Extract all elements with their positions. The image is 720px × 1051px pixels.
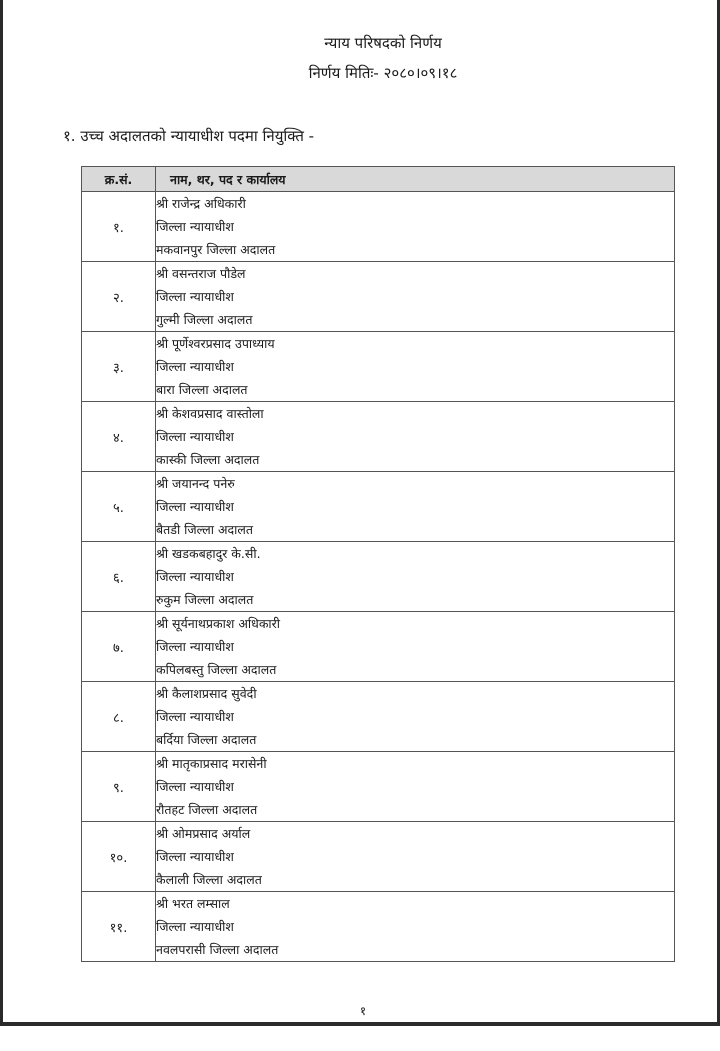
- serial-number: ४.: [82, 402, 156, 472]
- serial-number: ९.: [82, 752, 156, 822]
- table-row: [82, 542, 675, 612]
- table-row: [82, 332, 675, 402]
- appointee-post: जिल्ला न्यायाधीश: [156, 569, 234, 584]
- appointee-name: श्री मातृकाप्रसाद मरासेनी: [156, 756, 267, 771]
- appointee-name: श्री राजेन्द्र अधिकारी: [156, 196, 246, 211]
- table-row: [82, 612, 675, 682]
- appointee-details: [156, 892, 675, 962]
- appointee-name: श्री केशवप्रसाद वास्तोला: [156, 406, 264, 421]
- serial-number: १०.: [82, 822, 156, 892]
- serial-number: ७.: [82, 612, 156, 682]
- appointee-office: बारा जिल्ला अदालत: [156, 382, 248, 397]
- appointee-details: [156, 472, 675, 542]
- appointee-name: श्री वसन्तराज पौडेल: [156, 266, 246, 281]
- appointee-details: [156, 682, 675, 752]
- appointee-name: श्री खडकबहादुर के.सी.: [156, 546, 261, 561]
- appointee-office: रौतहट जिल्ला अदालत: [156, 802, 258, 817]
- serial-number: ५.: [82, 472, 156, 542]
- appointee-name: श्री भरत लम्साल: [156, 896, 230, 911]
- appointee-details: [156, 262, 675, 332]
- serial-number: २.: [82, 262, 156, 332]
- appointee-post: जिल्ला न्यायाधीश: [156, 709, 234, 724]
- appointee-office: बैतडी जिल्ला अदालत: [156, 522, 254, 537]
- appointee-office: कैलाली जिल्ला अदालत: [156, 872, 262, 887]
- page-number: १: [359, 1004, 367, 1018]
- appointee-details: [156, 612, 675, 682]
- appointee-name: श्री कैलाशप्रसाद सुवेदी: [156, 686, 257, 701]
- appointee-post: जिल्ला न्यायाधीश: [156, 919, 234, 934]
- appointee-details: [156, 402, 675, 472]
- appointee-office: रुकुम जिल्ला अदालत: [156, 592, 254, 607]
- table-row: [82, 402, 675, 472]
- appointee-office: कास्की जिल्ला अदालत: [156, 452, 260, 467]
- table-row: [82, 262, 675, 332]
- appointee-details: [156, 332, 675, 402]
- appointee-office: गुल्मी जिल्ला अदालत: [156, 312, 253, 327]
- table-row: [82, 752, 675, 822]
- table-header-row: [82, 167, 675, 192]
- appointee-office: नवलपरासी जिल्ला अदालत: [156, 942, 279, 957]
- appointee-name: श्री सूर्यनाथप्रकाश अधिकारी: [156, 616, 281, 631]
- document-title: न्याय परिषदको निर्णय: [324, 34, 442, 52]
- appointee-post: जिल्ला न्यायाधीश: [156, 429, 234, 444]
- appointee-name: श्री पूर्णेश्वरप्रसाद उपाध्याय: [156, 336, 275, 351]
- column-header-details: नाम, थर, पद र कार्यालय: [156, 167, 675, 192]
- appointee-office: मकवानपुर जिल्ला अदालत: [156, 242, 276, 257]
- appointee-name: श्री जयानन्द पनेरु: [156, 476, 235, 491]
- serial-number: ११.: [82, 892, 156, 962]
- appointee-details: [156, 822, 675, 892]
- appointee-post: जिल्ला न्यायाधीश: [156, 219, 234, 234]
- serial-number: १.: [82, 192, 156, 262]
- appointee-name: श्री ओमप्रसाद अर्याल: [156, 826, 251, 841]
- appointment-table: [81, 166, 675, 962]
- table-row: [82, 822, 675, 892]
- appointee-post: जिल्ला न्यायाधीश: [156, 289, 234, 304]
- decision-date: निर्णय मितिः- २०८०।०९।१८: [308, 64, 458, 82]
- appointee-post: जिल्ला न्यायाधीश: [156, 779, 234, 794]
- column-header-serial: क्र.सं.: [82, 167, 156, 192]
- appointee-office: बर्दिया जिल्ला अदालत: [156, 732, 257, 747]
- table-row: [82, 472, 675, 542]
- appointee-office: कपिलबस्तु जिल्ला अदालत: [156, 662, 277, 677]
- appointee-post: जिल्ला न्यायाधीश: [156, 639, 234, 654]
- serial-number: ६.: [82, 542, 156, 612]
- section-heading: १. उच्च अदालतको न्यायाधीश पदमा नियुक्ति -: [63, 127, 315, 145]
- appointee-details: [156, 752, 675, 822]
- serial-number: ३.: [82, 332, 156, 402]
- appointee-details: [156, 192, 675, 262]
- serial-number: ८.: [82, 682, 156, 752]
- table-row: [82, 192, 675, 262]
- appointee-post: जिल्ला न्यायाधीश: [156, 499, 234, 514]
- table-row: [82, 892, 675, 962]
- appointee-post: जिल्ला न्यायाधीश: [156, 849, 234, 864]
- appointee-details: [156, 542, 675, 612]
- table-row: [82, 682, 675, 752]
- appointee-post: जिल्ला न्यायाधीश: [156, 359, 234, 374]
